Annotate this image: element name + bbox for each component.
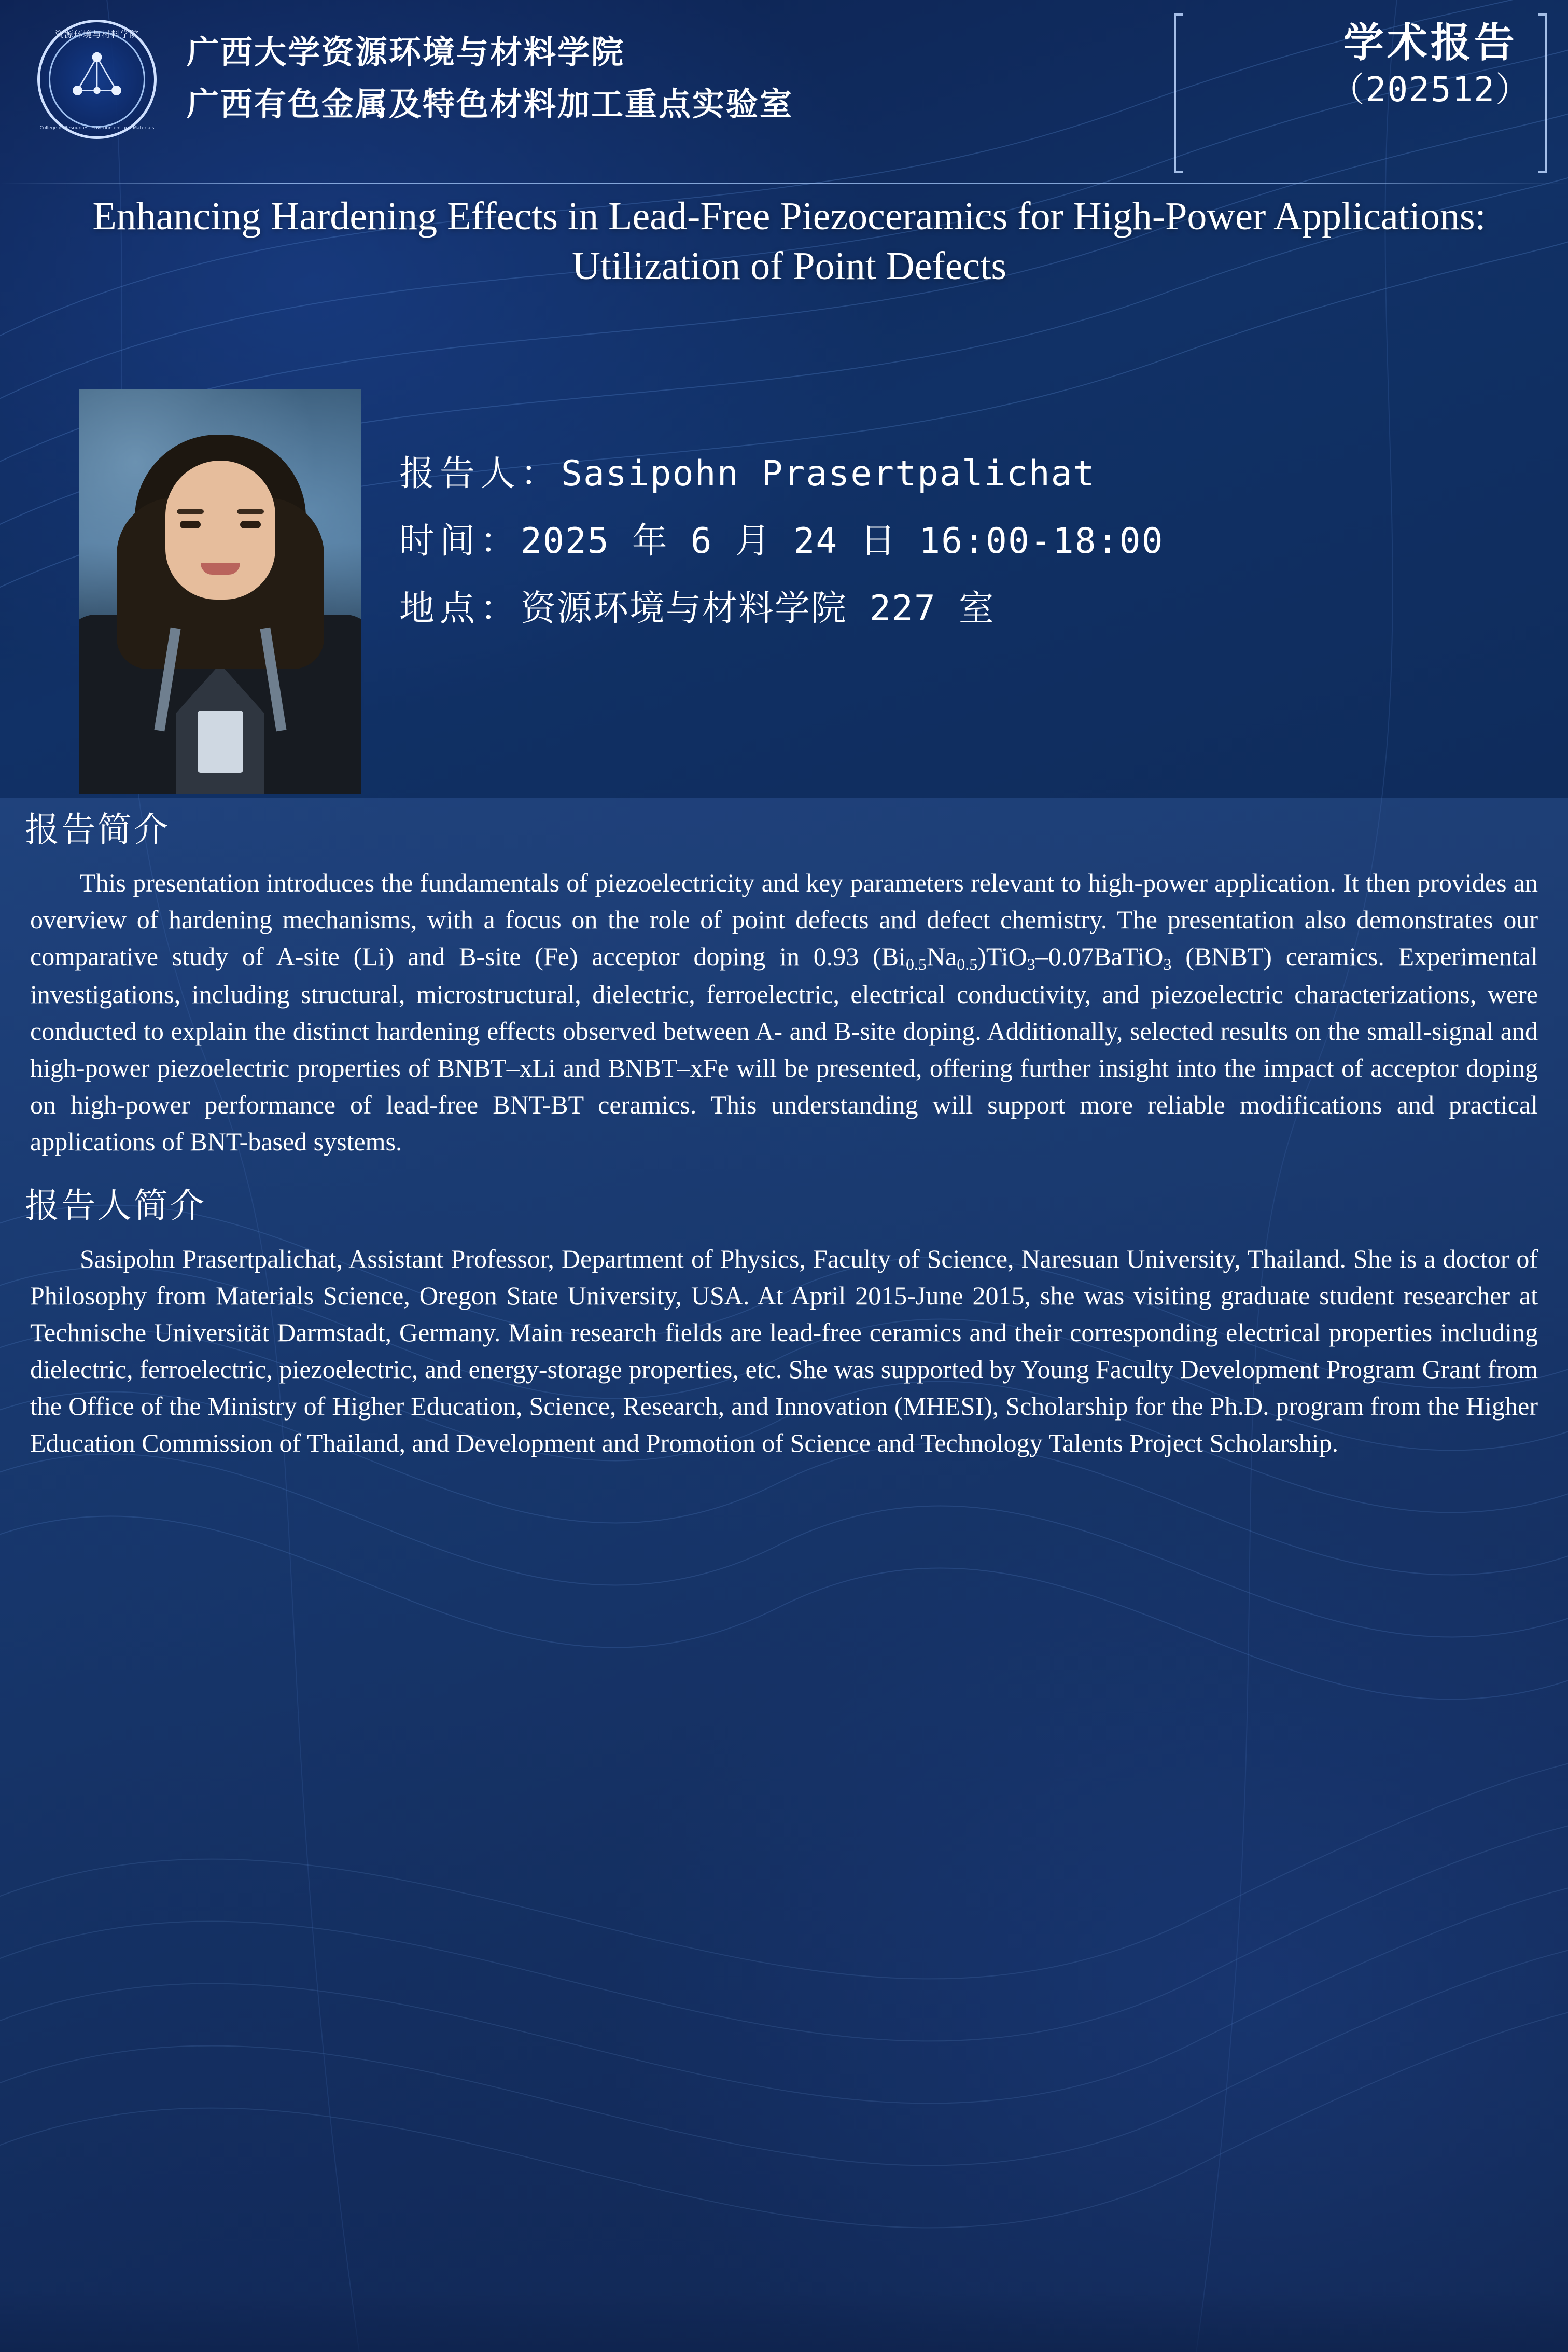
university-logo bbox=[37, 20, 157, 139]
time-value: 2025 年 6 月 24 日 16:00-18:00 bbox=[521, 521, 1164, 562]
abstract-sub-1: 0.5 bbox=[905, 954, 927, 973]
speaker-photo bbox=[79, 389, 361, 794]
footer-gradient bbox=[0, 2290, 1568, 2352]
org-line-2: 广西有色金属及特色材料加工重点实验室 bbox=[187, 85, 794, 123]
abstract-text-part-5: (BNBT) ceramics. Experimental investigations, including structural, microstructural, dielectric, ferroelectric, electrical conductivity, and piezoelectric characterizations, were conducted to explain the distinct hardening effects observed between A- and B-site doping. Additionally, selected results on the small-signal and high-power piezoelectric properties of BNBT–xLi and BNBT–xFe will be presented, offering further insight into the impact of acceptor doping on high-power performance of lead-free BNT-BT ceramics. This understanding will support more reliable modifications and practical applications of BNT-based systems. bbox=[30, 942, 1538, 1157]
time-row bbox=[399, 521, 1532, 562]
place-value: 资源环境与材料学院 227 室 bbox=[521, 588, 995, 629]
abstract-sub-2: 0.5 bbox=[957, 954, 978, 973]
bio-paragraph: Sasipohn Prasertpalichat, Assistant Professor, Department of Physics, Faculty of Science, Naresuan University, Thailand. She is a doctor of Philosophy from Materials Science, Oregon State University, USA. At April 2015-June 2015, she was visiting graduate student researcher at Technische Universität Darmstadt, Germany. Main research fields are lead-free ceramics and their corresponding electrical properties including dielectric, ferroelectric, piezoelectric, and energy-storage properties, etc. She was supported by Young Faculty Development Program Grant from the Office of the Ministry of Higher Education, Science, Research, and Innovation (MHESI), Scholarship for the Ph.D. program from the Higher Education Commission of Thailand, and Development and Promotion of Science and Technology Talents Project Scholarship. bbox=[30, 1244, 1538, 1458]
content-panel bbox=[0, 798, 1568, 2352]
abstract-sub-3: 3 bbox=[1027, 954, 1035, 973]
molecule-icon bbox=[62, 45, 132, 114]
abstract-text-part-1: This presentation introduces the fundamentals of piezoelectricity and key parameters relevant to high-power application. It then provides an overview of hardening mechanisms, with a focus on the role of point defects and defect chemistry. The presentation also demonstrates our comparative study of A-site (Li) and B-site (Fe) acceptor doping in 0.93 (Bi bbox=[30, 868, 1538, 971]
header-bracket-right bbox=[1538, 13, 1547, 173]
event-details bbox=[399, 453, 1532, 659]
page-title: Enhancing Hardening Effects in Lead-Free Piezoceramics for High-Power Applications: Utilization of Point Defects bbox=[92, 194, 1486, 288]
abstract-text-part-2: Na bbox=[926, 942, 957, 971]
header-bracket-left bbox=[1174, 13, 1183, 173]
abstract-text-part-3: )TiO bbox=[977, 942, 1027, 971]
abstract-paragraph bbox=[30, 865, 1538, 1160]
org-line-1: 广西大学资源环境与材料学院 bbox=[187, 33, 625, 71]
report-tag-number: （202512） bbox=[1330, 69, 1531, 110]
abstract-text-part-4: –0.07BaTiO bbox=[1035, 942, 1164, 971]
abstract-section-title: 报告简介 bbox=[25, 810, 170, 850]
poster-header bbox=[0, 0, 1568, 187]
report-series-tag bbox=[1331, 21, 1531, 110]
abstract-sub-4: 3 bbox=[1163, 954, 1172, 973]
report-tag-title: 学术报告 bbox=[1343, 20, 1518, 66]
place-row bbox=[399, 588, 1532, 629]
speaker-row bbox=[399, 453, 1532, 494]
speaker-value: Sasipohn Prasertpalichat bbox=[561, 453, 1096, 494]
logo-chinese-text: 资源环境与材料学院 bbox=[55, 30, 139, 40]
logo-english-text: College of Resources, Environment and Materials bbox=[39, 126, 155, 131]
organization-names bbox=[187, 32, 793, 124]
bio-section-title: 报告人简介 bbox=[25, 1186, 206, 1226]
speaker-label: 报告人： bbox=[399, 453, 562, 494]
header-divider bbox=[0, 183, 1568, 184]
time-label: 时间： bbox=[399, 521, 521, 562]
place-label: 地点： bbox=[399, 588, 521, 629]
